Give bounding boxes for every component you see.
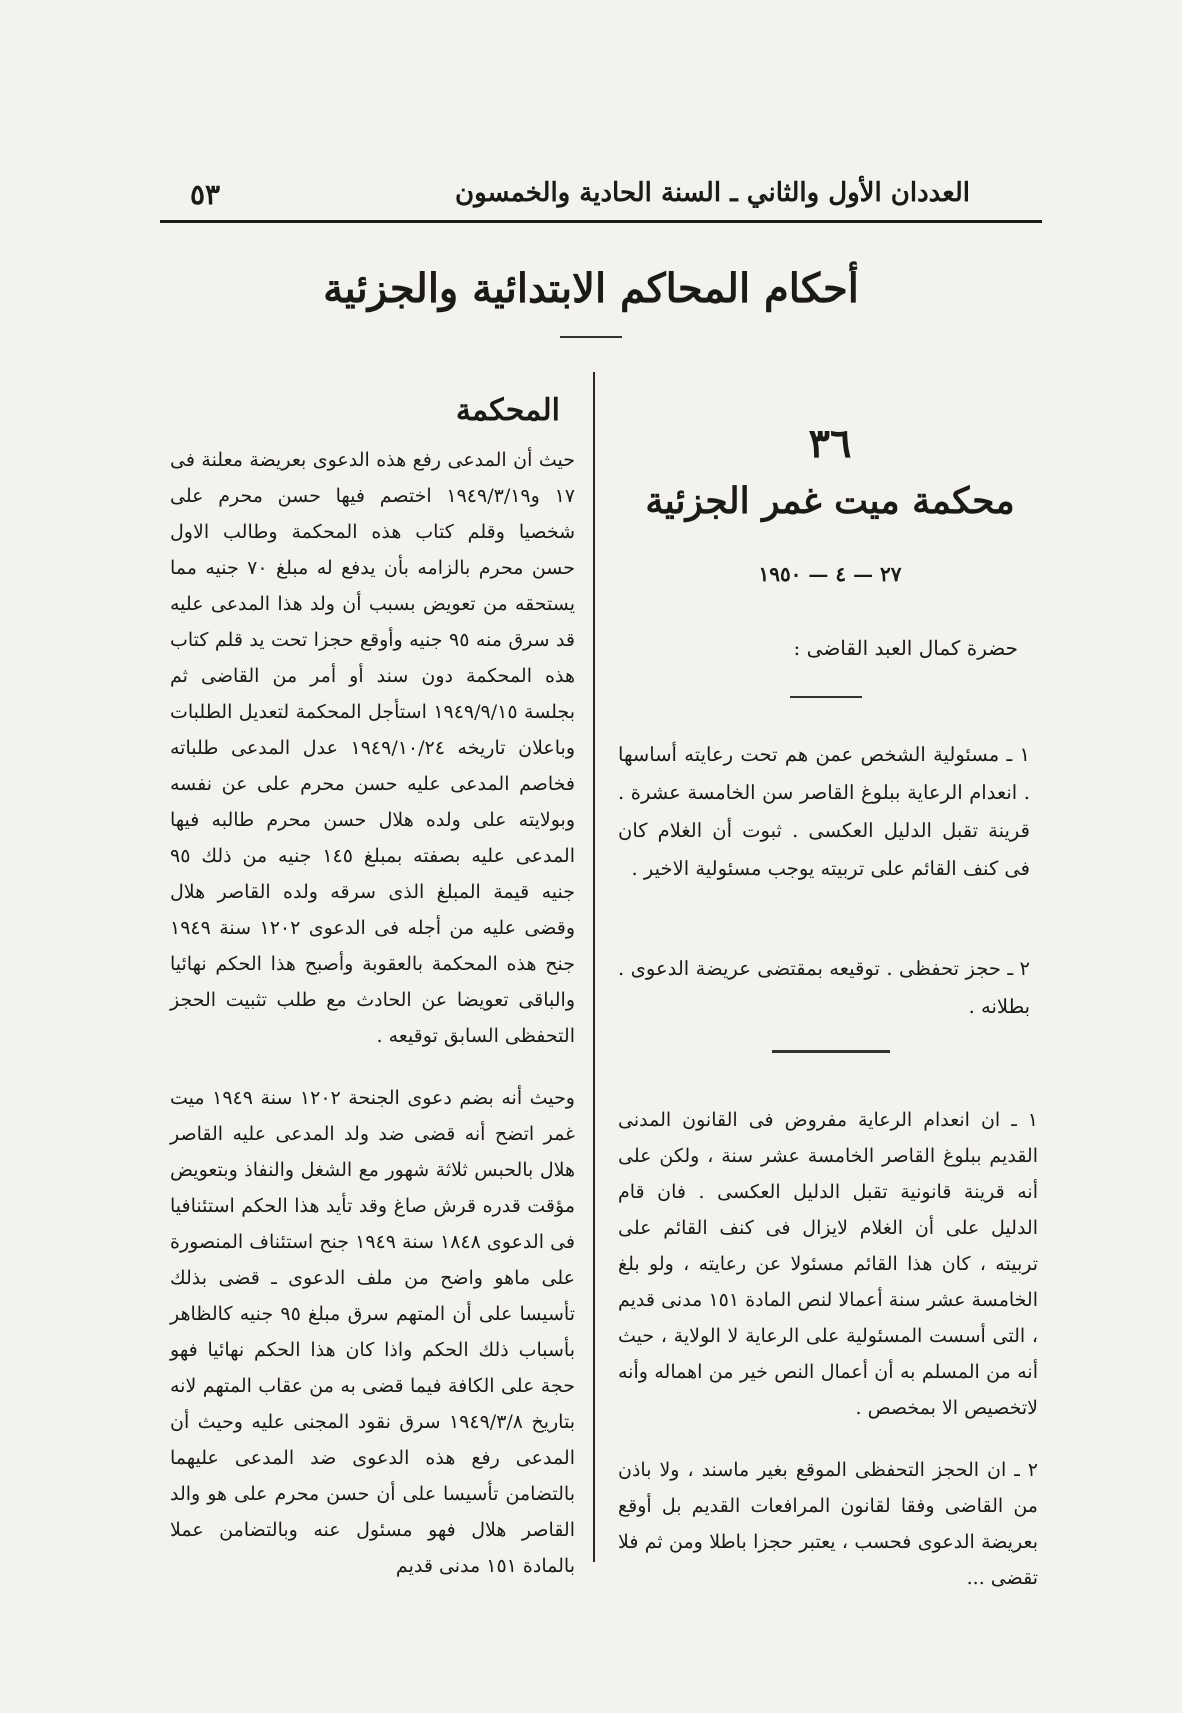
column-divider [593, 372, 595, 1562]
case-number: ٣٦ [808, 420, 852, 467]
summary-paragraph: ١ ـ ان انعدام الرعاية مفروض فى القانون المدنى القديم ببلوغ القاصر الخامسة عشر سنة ، ولكن على أنه قرينة قانونية تقبل الدليل العكسى . فان قام الدليل على أن الغلام لايزال فى كنف القائم على تربيته ، كان هذا القائم مسئولا عن رعايته ، ولو بلغ الخامسة عشر سنة أعمالا لنص المادة ١٥١ مدنى قديم ، التى أسست المسئولية على الرعاية لا الولاية ، حيث أنه من المسلم به أن أعمال النص خير من اهماله وأنه لاتخصيص الا بمخصص . [618, 1109, 1038, 1419]
case-date: ٢٧ — ٤ — ١٩٥٠ [758, 562, 902, 586]
judge-line: حضرة كمال العبد القاضى : [793, 636, 1018, 660]
header-rule [160, 220, 1042, 223]
judgment-paragraph: حيث أن المدعى رفع هذه الدعوى بعريضة معلنة فى ١٧ و١٩٤٩/٣/١٩ اختصم فيها حسن محرم على شخصيا وقلم كتاب هذه المحكمة وطالب الاول حسن محرم بالزامه بأن يدفع له مبلغ ٧٠ جنيه مما يستحقه من تعويض بسبب أن ولد هذا المدعى عليه قد سرق منه ٩٥ جنيه وأوقع حجزا تحت يد قلم كتاب هذه المحكمة دون سند أو أمر من القاضى ثم بجلسة ١٩٤٩/٩/١٥ استأجل المحكمة لتعديل الطلبات وباعلان تاريخه ١٩٤٩/١٠/٢٤ عدل المدعى طلباته فخاصم المدعى عليه حسن محرم على عن نفسه وبولايته على ولده هلال حسن محرم طالبه فيها المدعى عليه بصفته بمبلغ ١٤٥ جنيه من ذلك ٩٥ جنيه قيمة المبلغ الذى سرقه ولده القاصر هلال وقضى عليه من أجله فى الدعوى ١٢٠٢ سنة ١٩٤٩ جنح هذه المحكمة بالعقوبة وأصبح هذا الحكم نهائيا والباقى تعويضا عن الحادث مع طلب تثبيت الحجز التحفظى السابق توقيعه . [170, 449, 576, 1047]
judgment-heading-text: المحكمة [455, 393, 560, 428]
court-name: محكمة ميت غمر الجزئية [645, 480, 1015, 522]
page-number: ٥٣ [190, 178, 221, 211]
headnote: ١ ـ مسئولية الشخص عمن هم تحت رعايته أساسها . انعدام الرعاية ببلوغ القاصر سن الخامسة عشرة . قرينة تقبل الدليل العكسى . ثبوت أن الغلام كان فى كنف القائم على تربيته يوجب مسئولية الاخير . [618, 743, 1030, 880]
summary-paragraph: ٢ ـ ان الحجز التحفظى الموقع بغير ماسند ، ولا باذن من القاضى وفقا لقانون المرافعات القديم بل أوقع بعريضة الدعوى فحسب ، يعتبر حجزا باطلا ومن ثم فلا تقضى ... [618, 1459, 1038, 1589]
section-heading: أحكام المحاكم الابتدائية والجزئية [323, 265, 859, 312]
divider [790, 696, 862, 698]
page-header [160, 178, 1040, 218]
section-divider [560, 336, 622, 338]
headnote: ٢ ـ حجز تحفظى . توقيعه بمقتضى عريضة الدعوى . بطلانه . [618, 957, 1030, 1018]
divider [772, 1050, 890, 1053]
judgment-heading [160, 393, 580, 428]
judgment-paragraph: وحيث أنه بضم دعوى الجنحة ١٢٠٢ سنة ١٩٤٩ ميت غمر اتضح أنه قضى ضد ولد المدعى عليه القاصر هلال بالحبس ثلاثة شهور مع الشغل والنفاذ وبتعويض مؤقت قدره قرش صاغ وقد تأيد هذا الحكم استئنافيا فى الدعوى ١٨٤٨ سنة ١٩٤٩ جنح استئناف المنصورة على ماهو واضح من ملف الدعوى ـ قضى بذلك تأسيسا على أن المتهم سرق مبلغ ٩٥ جنيه كالظاهر بأسباب ذلك الحكم واذا كان هذا الحكم نهائيا فهو حجة على الكافة فيما قضى به من عقاب المتهم لانه بتاريخ ١٩٤٩/٣/٨ سرق نقود المجنى عليه وحيث أن المدعى رفع هذه الدعوى ضد المدعى عليهما بالتضامن تأسيسا على أن حسن محرم على هو والد القاصر هلال فهو مسئول عنه وبالتضامن عملا بالمادة ١٥١ مدنى قديم [170, 1087, 575, 1577]
journal-issue-title: العددان الأول والثاني ـ السنة الحادية والخمسون [455, 178, 970, 208]
